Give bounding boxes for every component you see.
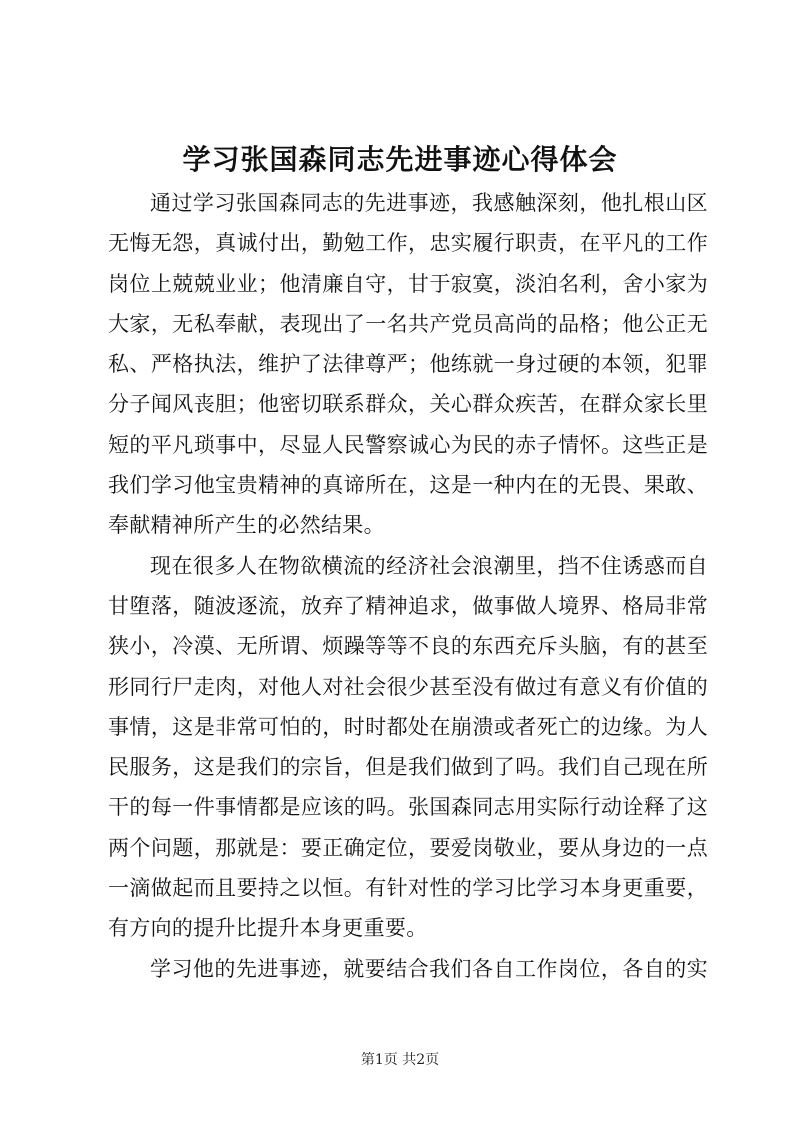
text-line: 私、严格执法，维护了法律尊严；他练就一身过硬的本领，犯罪 bbox=[108, 352, 708, 377]
text-line: 干的每一件事情都是应该的吗。张国森同志用实际行动诠释了这 bbox=[108, 795, 708, 820]
text-line: 无悔无怨，真诚付出，勤勉工作，忠实履行职责，在平凡的工作 bbox=[108, 231, 708, 256]
paragraph-2 bbox=[108, 546, 708, 949]
text-line: 现在很多人在物欲横流的经济社会浪潮里，挡不住诱惑而自 bbox=[150, 553, 708, 578]
text-line: 奉献精神所产生的必然结果。 bbox=[108, 513, 385, 538]
text-line: 短的平凡琐事中，尽显人民警察诚心为民的赤子情怀。这些正是 bbox=[108, 432, 708, 457]
document-body bbox=[108, 183, 708, 989]
text-line: 形同行尸走肉，对他人对社会很少甚至没有做过有意义有价值的 bbox=[108, 674, 708, 699]
text-line: 事情，这是非常可怕的，时时都处在崩溃或者死亡的边缘。为人 bbox=[108, 714, 708, 739]
paragraph-1 bbox=[108, 183, 708, 546]
text-line: 一滴做起而且要持之以恒。有针对性的学习比学习本身更重要， bbox=[108, 876, 708, 901]
document-title: 学习张国森同志先进事迹心得体会 bbox=[182, 143, 618, 176]
text-line: 两个问题，那就是：要正确定位，要爱岗敬业，要从身边的一点 bbox=[108, 835, 708, 860]
text-line: 有方向的提升比提升本身更重要。 bbox=[108, 916, 428, 941]
text-line: 民服务，这是我们的宗旨，但是我们做到了吗。我们自己现在所 bbox=[108, 755, 708, 780]
text-line: 我们学习他宝贵精神的真谛所在，这是一种内在的无畏、果敢、 bbox=[108, 473, 708, 498]
text-line: 岗位上兢兢业业；他清廉自守，甘于寂寞，淡泊名利，舍小家为 bbox=[108, 271, 708, 296]
text-line: 通过学习张国森同志的先进事迹，我感触深刻，他扎根山区 bbox=[150, 191, 708, 215]
text-line: 学习他的先进事迹，就要结合我们各自工作岗位，各自的实 bbox=[150, 956, 708, 981]
paragraph-3 bbox=[108, 949, 708, 989]
text-line: 分子闻风丧胆；他密切联系群众，关心群众疾苦，在群众家长里 bbox=[108, 392, 708, 417]
text-line: 大家，无私奉献，表现出了一名共产党员高尚的品格；他公正无 bbox=[108, 311, 708, 336]
text-line: 甘堕落，随波逐流，放弃了精神追求，做事做人境界、格局非常 bbox=[108, 593, 708, 618]
text-line: 狭小，冷漠、无所谓、烦躁等等不良的东西充斥头脑，有的甚至 bbox=[108, 634, 708, 659]
page-number: 第1页 共2页 bbox=[360, 1052, 440, 1068]
